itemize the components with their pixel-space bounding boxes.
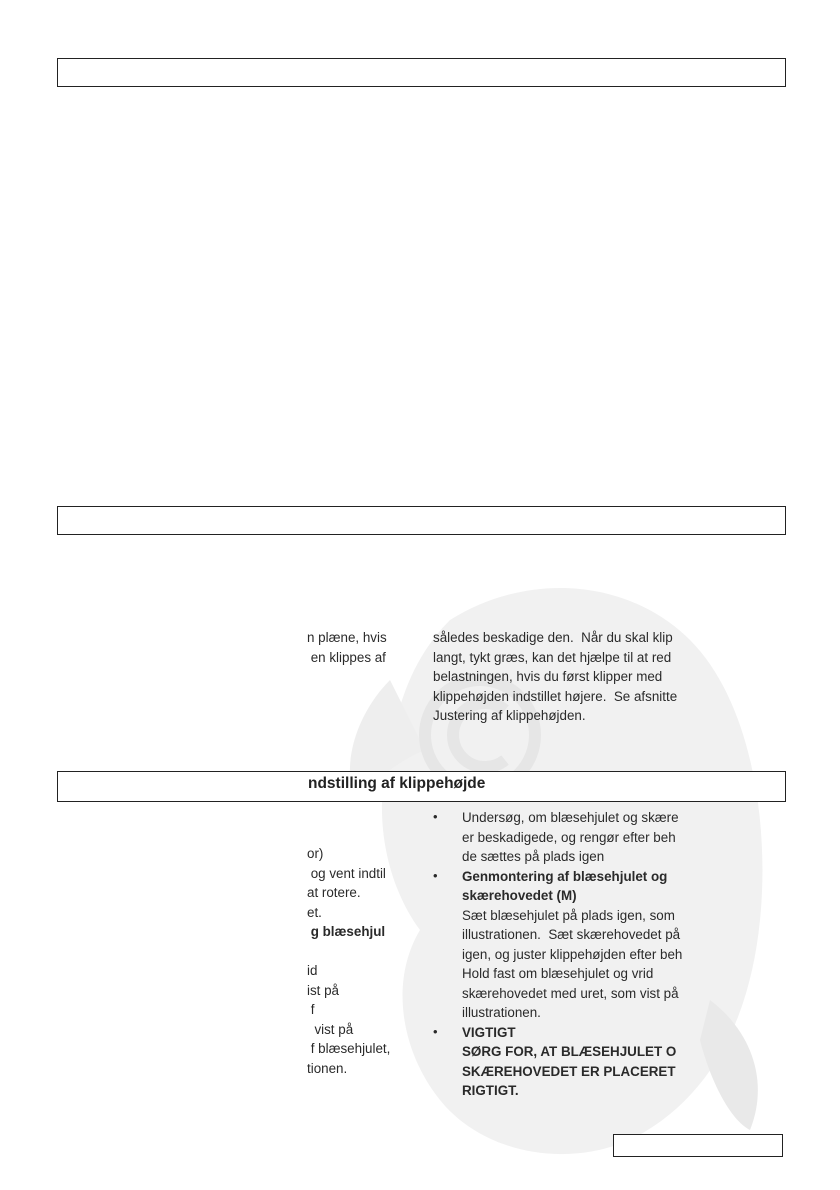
section-line: f blæsehjulet, bbox=[307, 1041, 391, 1056]
paragraph-line: en klippes af bbox=[307, 649, 386, 665]
bullet-line: Undersøg, om blæsehjulet og skære bbox=[462, 810, 679, 825]
section-line: et. bbox=[307, 904, 322, 920]
bullet-line: VIGTIGT bbox=[462, 1024, 516, 1040]
section-line: id bbox=[307, 963, 318, 978]
paragraph-line: klippehøjden indstillet højere. Se afsnitte bbox=[433, 688, 678, 704]
section-line: og vent indtil bbox=[307, 865, 386, 881]
bullet-line: SØRG FOR, AT BLÆSEHJULET O bbox=[462, 1044, 677, 1059]
paragraph-line: n plæne, hvis bbox=[307, 630, 387, 645]
bullet-line: Genmontering af blæsehjulet og bbox=[462, 868, 668, 884]
page-number-box bbox=[613, 1134, 783, 1157]
section-line: or) bbox=[307, 846, 324, 861]
section-line: f bbox=[307, 1002, 315, 1017]
section-line: tionen. bbox=[307, 1060, 348, 1076]
paragraph-line: Justering af klippehøjden. bbox=[433, 708, 586, 723]
section-line: g blæsehjul bbox=[307, 924, 386, 939]
paragraph-line: langt, tykt græs, kan det hjælpe til at red bbox=[433, 649, 672, 665]
bullet-line: skærehovedet (M) bbox=[462, 888, 577, 903]
bullet-line: skærehovedet med uret, som vist på bbox=[462, 985, 679, 1001]
section-line: at rotere. bbox=[307, 885, 361, 900]
section-line: vist på bbox=[307, 1021, 354, 1037]
bullet-line: er beskadigede, og rengør efter beh bbox=[462, 829, 676, 845]
bullet-line: igen, og juster klippehøjden efter beh bbox=[462, 946, 683, 962]
section-title: ndstilling af klippehøjde bbox=[308, 775, 486, 792]
bullet-line: Hold fast om blæsehjulet og vrid bbox=[462, 966, 654, 981]
bullet-line: Sæt blæsehjulet på plads igen, som bbox=[462, 907, 675, 923]
bullet-line: illustrationen. Sæt skærehovedet på bbox=[462, 927, 681, 942]
bullet-line: SKÆREHOVEDET ER PLACERET bbox=[462, 1063, 676, 1079]
paragraph-line: således beskadige den. Når du skal klip bbox=[433, 630, 673, 645]
section-line: ist på bbox=[307, 982, 340, 998]
bullet-marker: • bbox=[433, 1023, 438, 1039]
section-header-box bbox=[57, 506, 786, 535]
bullet-marker: • bbox=[433, 809, 438, 824]
bullet-line: de sættes på plads igen bbox=[462, 849, 605, 864]
header-box bbox=[57, 58, 786, 87]
paragraph-line: belastningen, hvis du først klipper med bbox=[433, 669, 663, 684]
bullet-marker: • bbox=[433, 867, 438, 883]
bullet-line: RIGTIGT. bbox=[462, 1083, 519, 1098]
bullet-line: illustrationen. bbox=[462, 1005, 541, 1020]
